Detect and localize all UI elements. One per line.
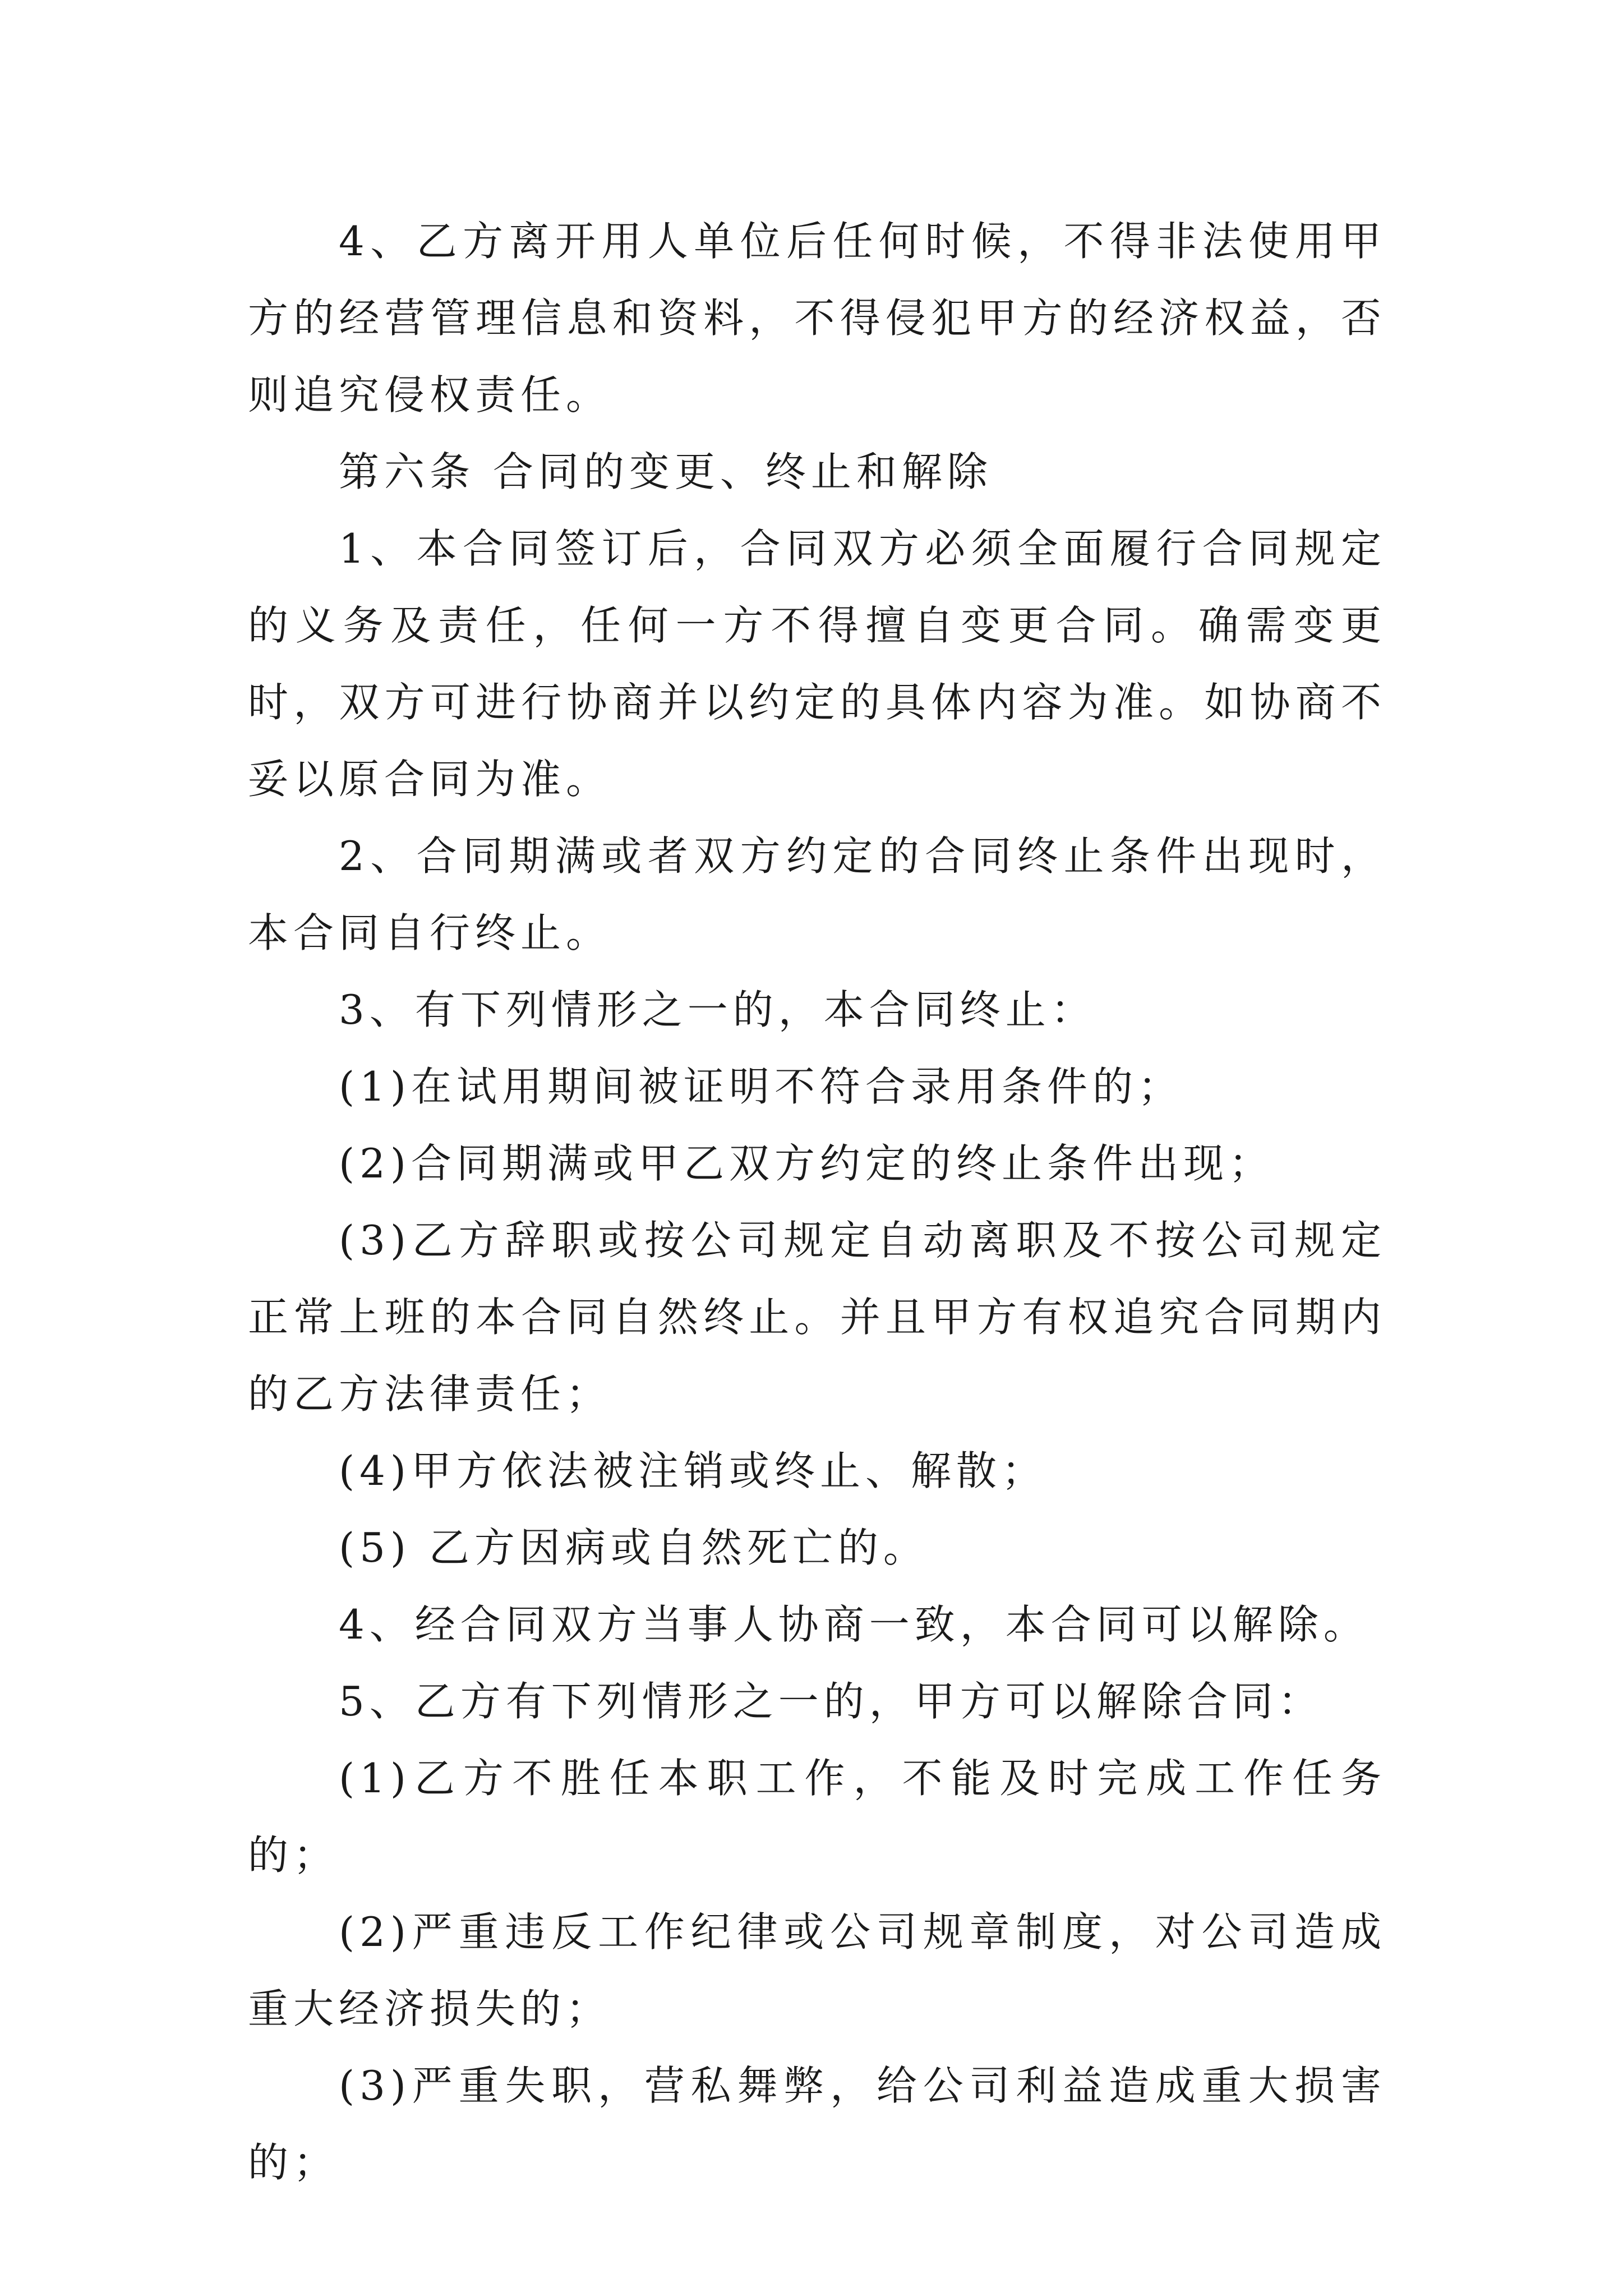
list-item-termination-5: (5) 乙方因病或自然死亡的。 [339,1524,929,1571]
list-item-termination-4: (4)甲方依法被注销或终止、解散； [339,1447,1047,1494]
paragraph-clause-2-expiry: 2、合同期满或者双方约定的合同终止条件出现时，本合同自行终止。 [248,832,1386,956]
list-item-rescission-2: (2)严重违反工作纪律或公司规章制度，对公司造成重大经济损失的； [248,1908,1386,2032]
list-item-termination-2: (2)合同期满或甲乙双方约定的终止条件出现； [339,1140,1274,1187]
paragraph-clause-1-changes: 1、本合同签订后，合同双方必须全面履行合同规定的义务及责任，任何一方不得擅自变更合同。确需变更时，双方可进行协商并以约定的具体内容为准。如协商不妥以原合同为准。 [248,525,1386,803]
section-heading-article-6: 第六条 合同的变更、终止和解除 [339,448,993,495]
list-item-termination-3: (3)乙方辞职或按公司规定自动离职及不按公司规定正常上班的本合同自然终止。并且甲方有权追究合同期内的乙方法律责任； [248,1217,1386,1418]
list-item-rescission-1: (1)乙方不胜任本职工作，不能及时完成工作任务的； [248,1755,1386,1879]
paragraph-clause-3-termination: 3、有下列情形之一的，本合同终止： [339,986,1096,1033]
list-item-termination-1: (1)在试用期间被证明不符合录用条件的； [339,1063,1183,1110]
paragraph-clause-4-mutual-rescission: 4、经合同双方当事人协商一致，本合同可以解除。 [339,1601,1369,1648]
document-body [248,203,1386,2201]
paragraph-clause-5-rescission-by-party-a: 5、乙方有下列情形之一的，甲方可以解除合同： [339,1678,1324,1725]
paragraph-clause-4-confidentiality: 4、乙方离开用人单位后任何时候，不得非法使用甲方的经营管理信息和资料，不得侵犯甲方的经济权益，否则追究侵权责任。 [248,218,1386,418]
list-item-rescission-3: (3)严重失职，营私舞弊，给公司利益造成重大损害的； [248,2062,1386,2186]
